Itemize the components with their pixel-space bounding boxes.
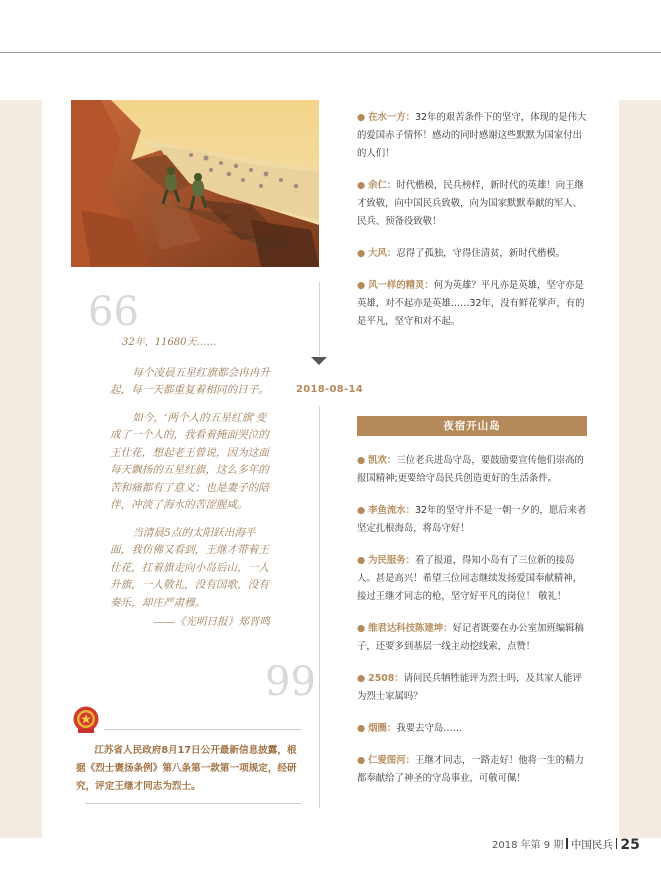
issue-label: 2018 年第 9 期	[492, 840, 564, 851]
bullet-dot-icon: ●	[357, 180, 366, 191]
comment-text: 王继才同志，一路走好！他将一生的精力都奉献给了神圣的守岛事业，可敬可佩！	[357, 755, 584, 784]
comment-text: 请问民兵牺牲能评为烈士吗，及其家人能评为烈士家属吗？	[357, 673, 582, 702]
comment-text: 三位老兵进岛守岛，要鼓励要宣传他们崇高的报国精神;更要给守岛民兵创造更好的生活条件。	[357, 455, 584, 484]
bullet-dot-icon: ●	[357, 623, 366, 634]
comment-text: 我要去守岛……	[396, 723, 462, 734]
comment-item	[357, 177, 591, 231]
comment-item	[357, 109, 591, 163]
page-footer	[492, 836, 640, 853]
bullet-dot-icon: ●	[357, 755, 366, 766]
top-rule	[0, 52, 661, 53]
comment-text: 看了报道，得知小岛有了三位新的接岛人。甚是高兴！希望三位同志继续发扬爱国奉献精神，接过王继才同志的枪，坚守好平凡的岗位！ 敬礼！	[357, 555, 583, 602]
comment-text: 时代楷模，民兵榜样，新时代的英雄！向王继才致敬，向中国民兵致敬，向为国家默默奉献的军人、民兵、预备役致敬！	[357, 180, 584, 227]
comment-author: 大风：	[368, 248, 397, 259]
footer-separator	[616, 838, 618, 849]
comment-author: 烟圈：	[368, 723, 397, 734]
comments-list-bottom	[357, 452, 591, 802]
comment-item	[357, 752, 591, 788]
national-emblem-icon	[72, 705, 100, 735]
comment-text: 何为英雄？平凡亦是英雄，坚守亦是英雄，对不起亦是英雄……32年，没有鲜花掌声，有的是平凡，坚守和对不起。	[357, 280, 585, 327]
section-title: 夜宿开山岛	[357, 416, 587, 436]
poem-line: 如今，‘两个人的五星红旗’变成了一个人的，我看着掩面哭泣的王仕花，想起老王曾说，因为这面每天飘扬的五星红旗，这么多年的苦和痛都有了意义；也是妻子的陪伴，冲淡了海水的苦涩腥咸。	[110, 411, 269, 511]
bullet-dot-icon: ●	[357, 280, 366, 291]
bullet-dot-icon: ●	[357, 673, 366, 684]
comment-item	[357, 245, 591, 263]
bullet-dot-icon: ●	[357, 248, 366, 259]
martyr-notice: 江苏省人民政府8月17日公开最新信息披露，根据《烈士褒扬条例》第八条第一款第一项规定，经研究，评定王继才同志为烈士。	[76, 745, 297, 792]
page-number: 25	[620, 837, 640, 853]
open-quote-mark: 66	[88, 289, 139, 335]
comment-author: 仁爱图河：	[368, 755, 416, 766]
comment-item	[357, 720, 591, 738]
comment-item	[357, 670, 591, 706]
comment-author: 为民服务：	[368, 555, 416, 566]
comment-text: 忍得了孤独，守得住清贫，新时代楷模。	[396, 248, 566, 259]
comment-author: 余仁：	[368, 180, 397, 191]
comment-author: 凯欢：	[368, 455, 397, 466]
magazine-name: 中国民兵	[570, 839, 613, 851]
poem-line: 每个凌晨五星红旗都会冉冉升起，每一天都重复着相同的日子。	[110, 366, 270, 396]
comment-author: 李鱼流水：	[368, 505, 416, 516]
poem-line: 32年，11680天……	[122, 337, 217, 348]
bullet-dot-icon: ●	[357, 455, 366, 466]
timeline-date: 2018-08-14	[296, 384, 363, 395]
comment-author: 在水一方：	[368, 112, 416, 123]
left-margin-band	[0, 100, 42, 838]
island-illustration	[71, 100, 319, 267]
notice-rule-bottom	[85, 803, 301, 804]
timeline-marker	[311, 357, 327, 365]
comment-item	[357, 552, 591, 606]
bullet-dot-icon: ●	[357, 723, 366, 734]
close-quote-mark: 99	[265, 659, 316, 705]
comments-list-top	[357, 109, 591, 345]
poem-source: ——《光明日报》郑晋鸣	[153, 616, 270, 628]
comment-author: 维君达科技陈建坤：	[368, 623, 453, 634]
footer-separator	[566, 838, 568, 849]
timeline-line-bottom	[319, 406, 320, 808]
comment-text: 32年的艰苦条件下的坚守，体现的是伟大的爱国赤子情怀！感动的同时感谢这些默默为国家付出的人们！	[357, 112, 587, 159]
comment-item	[357, 502, 591, 538]
comment-text: 32年的坚守并不是一朝一夕的，愿后来者坚定扎根海岛，将岛守好！	[357, 505, 587, 534]
comment-author: 2508：	[368, 673, 404, 684]
bullet-dot-icon: ●	[357, 112, 366, 123]
bullet-dot-icon: ●	[357, 555, 366, 566]
poem-line: 当清晨5点的太阳跃出海平面，我仿佛又看到，王继才带着王仕花，扛着旗走向小岛后山，一人升旗，一人敬礼，没有国歌，没有奏乐，却庄严肃穆。	[110, 526, 269, 609]
comment-item	[357, 620, 591, 656]
comment-item	[357, 452, 591, 488]
bullet-dot-icon: ●	[357, 505, 366, 516]
right-margin-band	[619, 100, 661, 838]
comment-text: 好记者既要在办公室加班编辑稿子，还要多到基层一线主动挖线索，点赞！	[357, 623, 584, 652]
poem-excerpt	[110, 334, 270, 632]
timeline-line-top	[319, 282, 320, 356]
notice-rule-top	[104, 729, 301, 730]
comment-item	[357, 277, 591, 331]
comment-author: 风一样的精灵：	[368, 280, 434, 291]
